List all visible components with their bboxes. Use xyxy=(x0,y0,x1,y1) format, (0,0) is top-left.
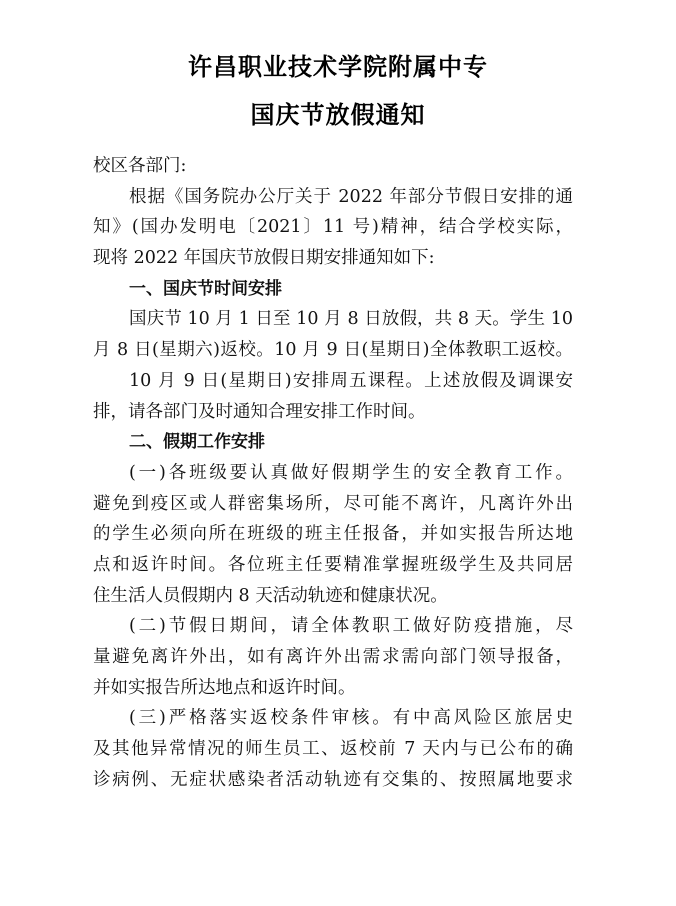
body-line: 点和返许时间。各位班主任要精准掌握班级学生及共同居 xyxy=(93,554,573,575)
body-line: 校区各部门: xyxy=(93,156,187,176)
body-line: 现将 2022 年国庆节放假日期安排通知如下: xyxy=(93,248,435,269)
body-line: 避免到疫区或人群密集场所，尽可能不离许，凡离许外出 xyxy=(93,493,573,514)
body-line: (一)各班级要认真做好假期学生的安全教育工作。 xyxy=(129,462,573,483)
body-line: 及其他异常情况的师生员工、返校前 7 天内与已公布的确 xyxy=(93,739,573,760)
body-line: 诊病例、无症状感染者活动轨迹有交集的、按照属地要求 xyxy=(93,769,573,790)
body-line: (三)严格落实返校条件审核。有中高风险区旅居史 xyxy=(129,708,573,729)
body-line: 10 月 9 日(星期日)安排周五课程。上述放假及调课安 xyxy=(129,370,573,391)
body-line: 国庆节 10 月 1 日至 10 月 8 日放假，共 8 天。学生 10 xyxy=(129,309,573,330)
body-line: 知》(国办发明电〔2021〕11 号)精神，结合学校实际， xyxy=(93,217,573,238)
document-title-school: 许昌职业技术学院附属中专 xyxy=(188,53,488,81)
section-heading: 二、假期工作安排 xyxy=(129,432,265,453)
section-heading: 一、国庆节时间安排 xyxy=(129,278,282,299)
document-title-notice: 国庆节放假通知 xyxy=(250,101,426,129)
body-line: 并如实报告所达地点和返许时间。 xyxy=(93,677,356,698)
body-line: (二)节假日期间，请全体教职工做好防疫措施，尽 xyxy=(129,616,573,637)
body-line: 住生活人员假期内 8 天活动轨迹和健康状况。 xyxy=(93,585,448,606)
body-line: 量避免离许外出，如有离许外出需求需向部门领导报备， xyxy=(93,647,573,667)
body-line: 的学生必须向所在班级的班主任报备，并如实报告所达地 xyxy=(93,524,573,545)
body-line: 排，请各部门及时通知合理安排工作时间。 xyxy=(93,401,426,422)
document-body xyxy=(93,151,573,795)
body-line: 根据《国务院办公厅关于 2022 年部分节假日安排的通 xyxy=(129,186,573,207)
body-line: 月 8 日(星期六)返校。10 月 9 日(星期日)全体教职工返校。 xyxy=(93,340,573,361)
